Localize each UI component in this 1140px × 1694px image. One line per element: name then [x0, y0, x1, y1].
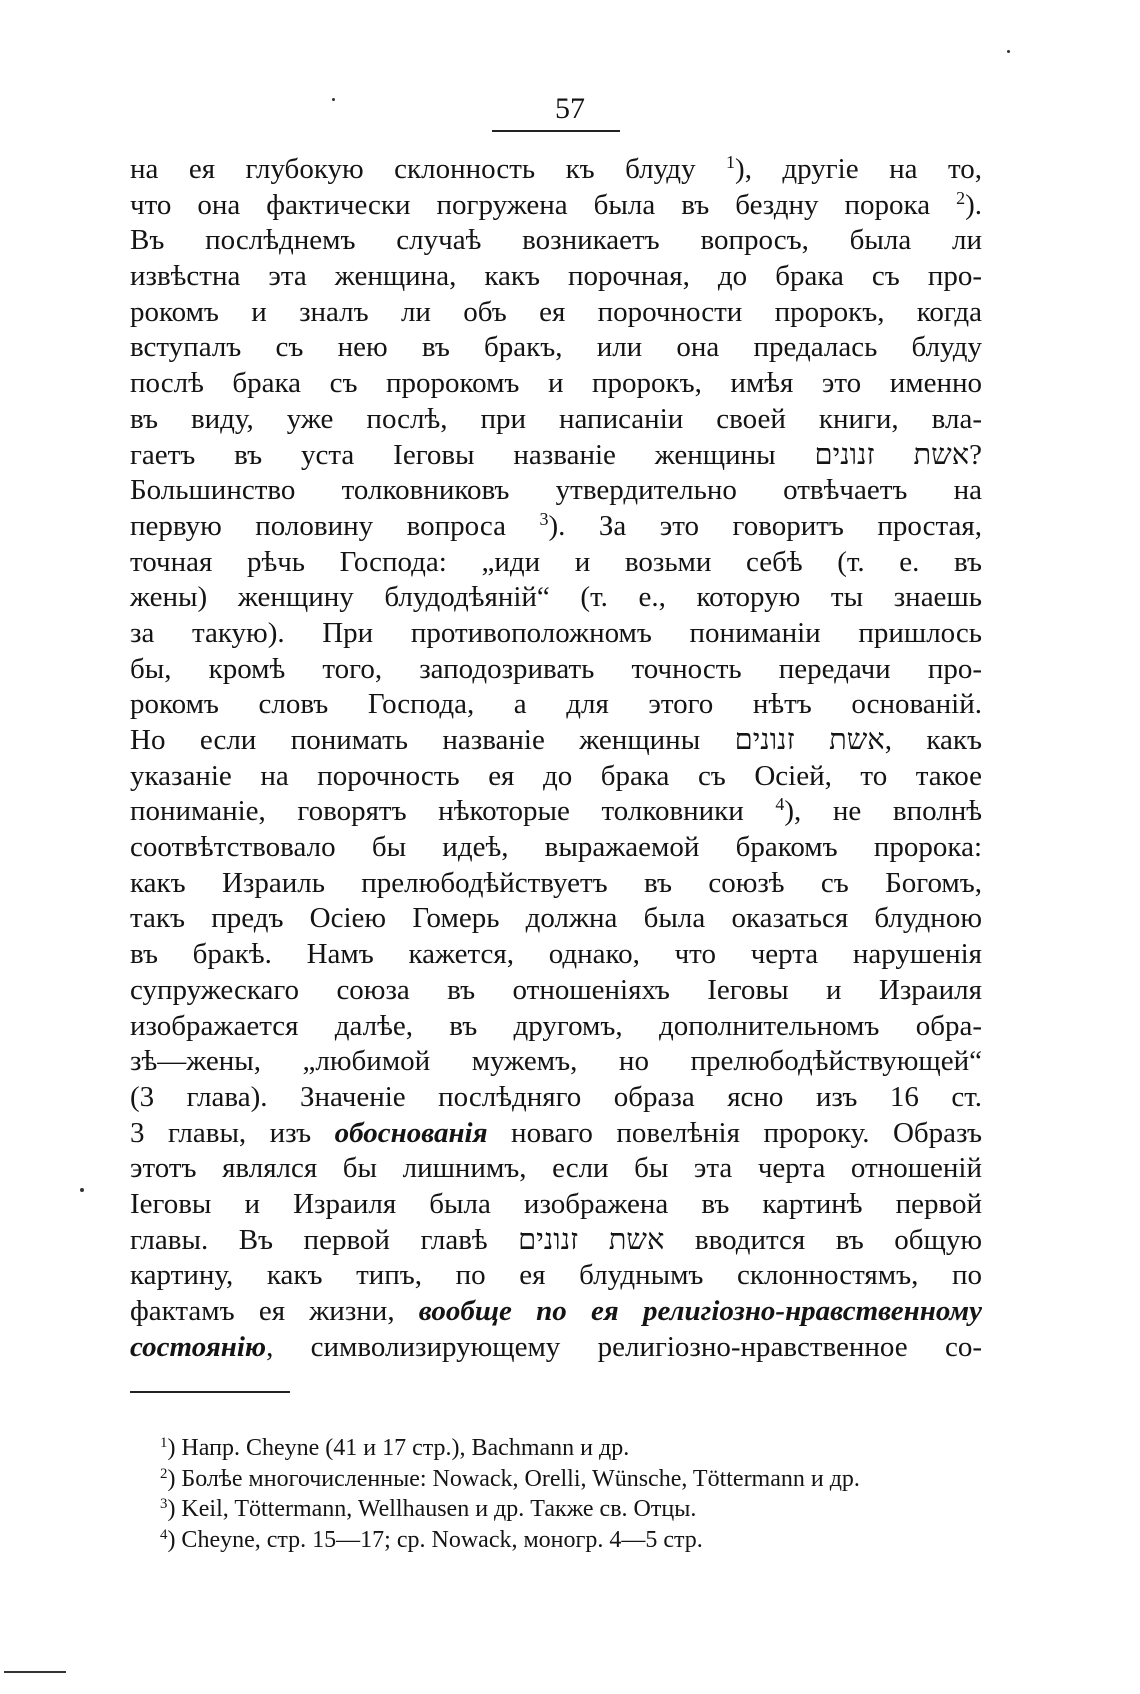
text-run: ?: [969, 438, 982, 471]
footnote-text: ) Болѣе многочисленные: Nowack, Orelli, Wünsche, Töttermann и др.: [167, 1465, 860, 1492]
text-line: [130, 830, 982, 866]
text-line: [130, 1151, 982, 1187]
text-line: [130, 794, 982, 830]
text-run: рокомъ словъ Господа, а для этого нѣтъ основаній.: [130, 688, 982, 721]
text-run: супружескаго союза въ отношеніяхъ Іеговы и Израиля: [130, 973, 982, 1006]
text-run: пониманіе, говорятъ нѣкоторые толковники: [130, 795, 776, 828]
text-line: [130, 973, 982, 1009]
text-run: ). За это говоритъ простая,: [548, 509, 982, 542]
text-run: фактамъ ея жизни,: [130, 1295, 419, 1327]
text-run: ).: [965, 188, 982, 221]
text-run: жены) женщину блудодѣяній“ (т. е., которую ты знаешь: [130, 581, 982, 614]
text-line: [130, 580, 982, 616]
text-run: какъ Израиль прелюбодѣйствуетъ въ союзѣ съ Богомъ,: [130, 866, 982, 899]
footnote-separator: [130, 1391, 290, 1393]
emphasis-text: состоянію: [130, 1330, 267, 1363]
text-line: [130, 295, 982, 331]
footnote-mark: 3: [160, 1495, 168, 1512]
footnotes: [160, 1433, 980, 1555]
text-run: главы. Въ первой главѣ: [130, 1223, 519, 1256]
text-run: ), другіе на то,: [735, 153, 982, 185]
text-run: рокомъ и зналъ ли объ ея порочности пророкъ, когда: [130, 295, 982, 328]
text-run: Но если понимать названіе женщины: [130, 724, 735, 756]
footnote-ref: 1: [726, 152, 736, 173]
page-number-rule: [492, 130, 620, 132]
emphasis-text: вообще по ея религіозно-нравственному: [418, 1295, 982, 1327]
hebrew-text: אשת זנונים: [734, 724, 885, 756]
footnote-text: ) Напр. Cheyne (41 и 17 стр.), Bachmann и др.: [167, 1435, 630, 1461]
text-line: [130, 616, 982, 652]
scan-stroke: [4, 1671, 66, 1673]
text-run: извѣстна эта женщина, какъ порочная, до брака съ про-: [130, 260, 982, 293]
text-run: Въ послѣднемъ случаѣ возникаетъ вопросъ, была ли: [130, 224, 982, 257]
text-run: 3 главы, изъ: [130, 1116, 335, 1149]
text-line: [130, 1223, 982, 1259]
text-run: за такую). При противоположномъ пониманіи пришлось: [130, 616, 982, 649]
hebrew-text: אשת זנונים: [518, 1223, 665, 1256]
text-run: Іеговы и Израиля была изображена въ картинѣ первой: [130, 1187, 982, 1220]
emphasis-text: обоснованія: [334, 1116, 488, 1149]
hebrew-text: אשת זנונים: [814, 438, 970, 471]
text-line: [130, 901, 982, 937]
footnote-text: ) Cheyne, стр. 15—17; ср. Nowack, моногр. 4—5 стр.: [167, 1526, 703, 1553]
footnote-ref: 4: [775, 794, 785, 815]
text-line: [130, 937, 982, 973]
page-number: 57: [555, 92, 585, 125]
text-run: на ея глубокую склонность къ блуду: [130, 153, 727, 185]
text-run: что она фактически погружена была въ бездну порока: [130, 188, 957, 221]
scan-speck: [1007, 50, 1010, 53]
text-run: гаетъ въ уста Іеговы названіе женщины: [130, 438, 815, 471]
text-run: первую половину вопроса: [130, 509, 540, 542]
scan-speck: [80, 1188, 84, 1192]
text-line: [130, 1258, 982, 1294]
text-run: вводится въ общую: [664, 1223, 982, 1256]
text-line: [130, 652, 982, 688]
text-run: , символизирующему религіозно-нравственное со-: [266, 1330, 982, 1363]
footnote-text: ) Keil, Töttermann, Wellhausen и др. Также св. Отцы.: [167, 1496, 697, 1522]
text-line: [130, 1294, 982, 1330]
text-line: [130, 1330, 982, 1366]
text-run: ), не вполнѣ: [784, 795, 982, 828]
text-line: [130, 223, 982, 259]
text-line: [130, 723, 982, 759]
text-run: картину, какъ типъ, по ея блуднымъ склонностямъ, по: [130, 1259, 982, 1292]
text-line: [130, 545, 982, 581]
text-line: [130, 1116, 982, 1152]
text-line: [130, 330, 982, 366]
footnote: [160, 1433, 980, 1464]
text-run: изображается далѣе, въ другомъ, дополнительномъ обра-: [130, 1009, 982, 1042]
text-run: указаніе на порочность ея до брака съ Осіей, то такое: [130, 759, 982, 792]
text-line: [130, 1080, 982, 1116]
footnote-ref: 2: [956, 187, 966, 208]
text-run: этотъ являлся бы лишнимъ, если бы эта черта отношеній: [130, 1152, 982, 1185]
text-line: [130, 759, 982, 795]
text-line: [130, 687, 982, 723]
text-line: [130, 1187, 982, 1223]
footnote-mark: 1: [160, 1434, 168, 1451]
text-run: бы, кромѣ того, заподозривать точность передачи про-: [130, 652, 982, 685]
text-line: [130, 1009, 982, 1045]
text-run: послѣ брака съ пророкомъ и пророкъ, имѣя это именно: [130, 367, 982, 400]
footnote: [160, 1464, 980, 1495]
text-line: [130, 866, 982, 902]
text-run: такъ предъ Осіею Гомерь должна была оказаться блудною: [130, 902, 982, 935]
text-run: въ бракѣ. Намъ кажется, однако, что черта нарушенія: [130, 938, 982, 971]
text-run: точная рѣчь Господа: „иди и возьми себѣ (т. е. въ: [130, 545, 982, 578]
text-run: (3 глава). Значеніе послѣдняго образа ясно изъ 16 ст.: [130, 1080, 982, 1113]
footnote: [160, 1494, 980, 1525]
text-run: вступалъ съ нею въ бракъ, или она предалась блуду: [130, 331, 982, 364]
text-line: [130, 188, 982, 224]
text-run: новаго повелѣнія пророку. Образъ: [487, 1116, 983, 1149]
text-line: [130, 402, 982, 438]
footnote-mark: 4: [160, 1526, 168, 1543]
footnote-mark: 2: [160, 1465, 168, 1482]
text-run: зѣ—жены, „любимой мужемъ, но прелюбодѣйствующей“: [130, 1045, 982, 1078]
text-run: въ виду, уже послѣ, при написаніи своей книги, вла-: [130, 402, 982, 435]
text-line: [130, 1044, 982, 1080]
text-line: [130, 438, 982, 474]
body-text: [130, 152, 982, 1365]
text-run: , какъ: [884, 724, 982, 756]
text-line: [130, 509, 982, 545]
footnote-ref: 3: [539, 509, 549, 529]
text-run: Большинство толковниковъ утвердительно отвѣчаетъ на: [130, 474, 982, 507]
scan-speck: [332, 98, 335, 101]
text-line: [130, 259, 982, 295]
footnote: [160, 1525, 980, 1556]
text-run: соотвѣтствовало бы идеѣ, выражаемой бракомъ пророка:: [130, 831, 982, 864]
text-line: [130, 366, 982, 402]
text-line: [130, 473, 982, 509]
text-line: [130, 152, 982, 188]
